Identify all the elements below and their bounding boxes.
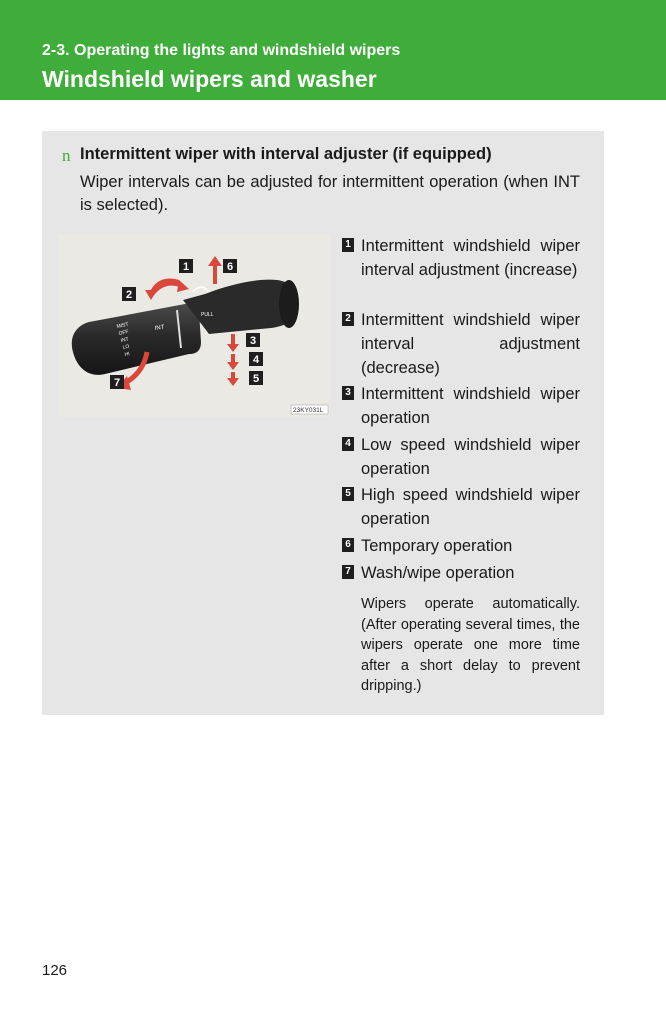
lever-label-mist: MIST — [116, 321, 130, 330]
item-number-badge: 4 — [342, 437, 354, 451]
lever-body — [72, 303, 201, 374]
wiper-lever-illustration — [59, 234, 330, 417]
item-text: Intermittent windshield wiper interval adjustment (decrease) — [361, 311, 580, 377]
item-text: Intermittent windshield wiper operation — [361, 385, 580, 427]
lever-label-hi: HI — [124, 351, 131, 358]
bullet-icon: n — [62, 146, 71, 165]
figure-badge-6 — [223, 259, 237, 273]
section-header-bar — [0, 0, 666, 100]
subheading: Intermittent wiper with interval adjuster (if equipped) — [80, 145, 492, 163]
lever-label-lo: LO — [122, 343, 130, 351]
page-title: Windshield wipers and washer — [42, 66, 377, 92]
item-text: Intermittent windshield wiper interval adjustment (increase) — [361, 237, 580, 279]
item-number-badge: 3 — [342, 386, 354, 400]
item-number-badge: 7 — [342, 565, 354, 579]
svg-text:7: 7 — [114, 377, 121, 389]
figure-badge-3 — [246, 333, 260, 347]
figure-badge-4 — [249, 352, 263, 366]
item-text: High speed windshield wiper operation — [361, 486, 580, 528]
item-text: Temporary operation — [361, 537, 513, 555]
pull-label: PULL — [201, 312, 214, 318]
svg-text:3: 3 — [250, 335, 257, 347]
svg-text:1: 1 — [183, 261, 190, 273]
svg-text:5: 5 — [253, 373, 260, 385]
figure-badge-5 — [249, 371, 263, 385]
item-text: Wash/wipe operation — [361, 564, 515, 582]
figure-badge-2 — [122, 287, 136, 301]
svg-text:4: 4 — [253, 354, 260, 366]
lever-tip — [279, 280, 299, 328]
item-number-badge: 2 — [342, 312, 354, 326]
item-number-badge: 5 — [342, 487, 354, 501]
section-label: 2-3. Operating the lights and windshield wipers — [42, 42, 401, 59]
lever-label-off: OFF — [118, 329, 130, 337]
page-number: 126 — [42, 962, 68, 979]
washer-icon — [193, 287, 209, 292]
figure-code: 23KY031L — [293, 407, 324, 414]
wiper-lever-diagram — [59, 234, 330, 417]
figure-badge-7 — [110, 375, 124, 389]
int-dial-label: INT — [154, 324, 165, 332]
svg-text:2: 2 — [126, 289, 133, 301]
lever-label-int: INT — [120, 336, 130, 344]
wash-wipe-note: Wipers operate automatically. (After operating several times, the wipers operate one more time after a short delay to prevent dripping.) — [361, 596, 580, 694]
figure-badge-1 — [179, 259, 193, 273]
svg-text:6: 6 — [227, 261, 234, 273]
intro-paragraph: Wiper intervals can be adjusted for intermittent operation (when INT is selected). — [80, 173, 580, 214]
item-text: Low speed windshield wiper operation — [361, 436, 580, 478]
item-number-badge: 1 — [342, 238, 354, 252]
item-number-badge: 6 — [342, 538, 354, 552]
